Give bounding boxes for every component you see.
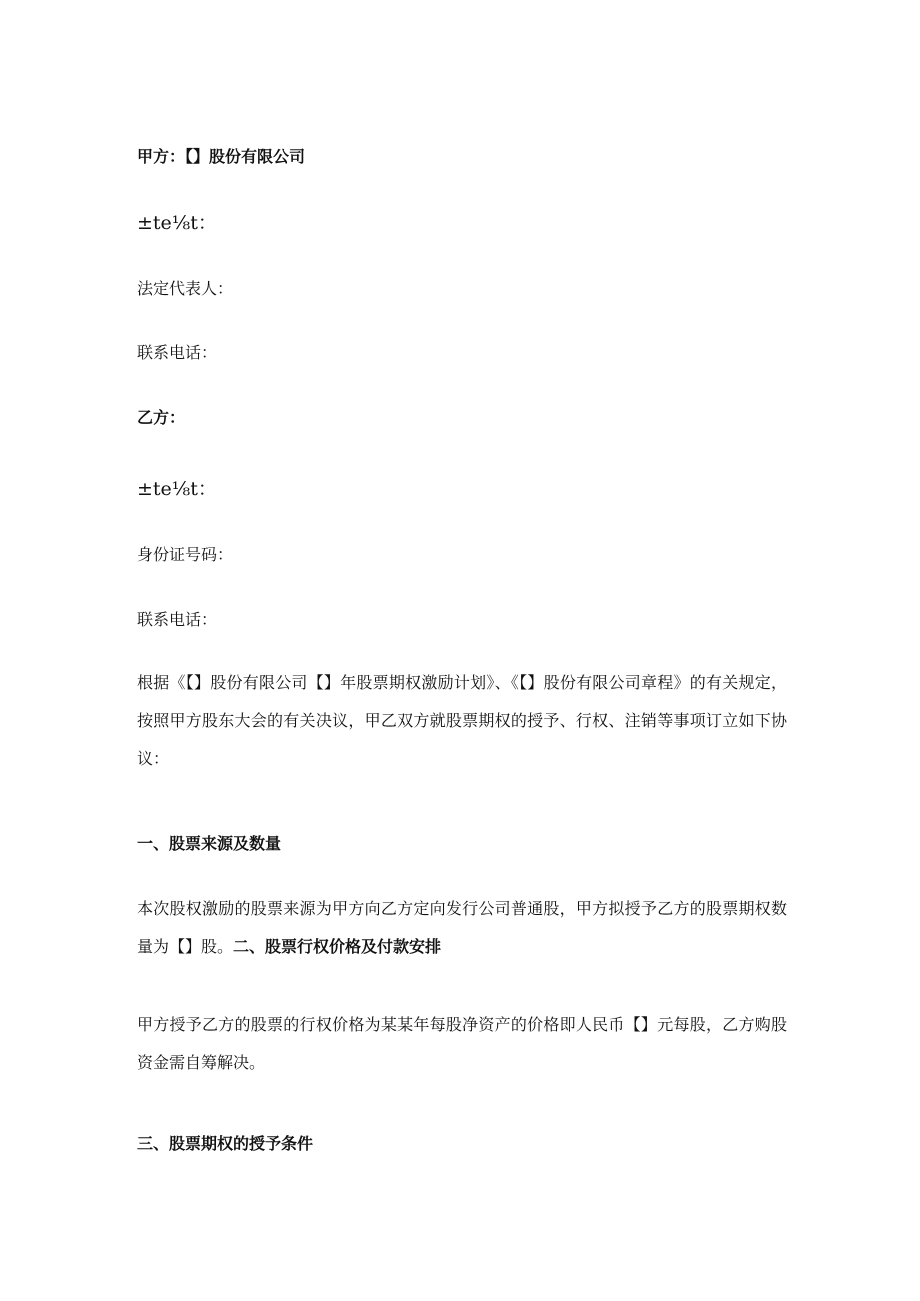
section-3-heading: 三、股票期权的授予条件: [137, 1134, 314, 1153]
section-2-heading: 二、股票行权价格及付款安排: [233, 937, 442, 956]
party-a-address-label: ±te⅛t：: [137, 212, 217, 234]
section-1-paragraph: [137, 890, 787, 966]
party-b-title: 乙方：: [137, 408, 186, 427]
party-a-title: 甲方：【】股份有限公司: [137, 147, 306, 166]
party-b-id-label: 身份证号码：: [137, 545, 234, 564]
section-1-heading: 一、股票来源及数量: [137, 834, 282, 853]
intro-paragraph: 根据《【】股份有限公司【】年股票期权激励计划》、《【】股份有限公司章程》的有关规定，按照甲方股东大会的有关决议，甲乙双方就股票期权的授予、行权、注销等事项订立如下协议：: [137, 673, 787, 768]
party-a-legal-rep-label: 法定代表人：: [137, 279, 234, 298]
party-a-phone-label: 联系电话：: [137, 343, 218, 362]
party-b-address-label: ±te⅛t：: [137, 478, 217, 500]
section-1-body: 本次股权激励的股票来源为甲方向乙方定向发行公司普通股，甲方拟授予乙方的股票期权数量为【】股。: [137, 899, 787, 956]
party-b-phone-label: 联系电话：: [137, 610, 218, 629]
section-2-paragraph: 甲方授予乙方的股票的行权价格为某某年每股净资产的价格即人民币【】元每股，乙方购股资金需自筹解决。: [137, 1015, 787, 1072]
